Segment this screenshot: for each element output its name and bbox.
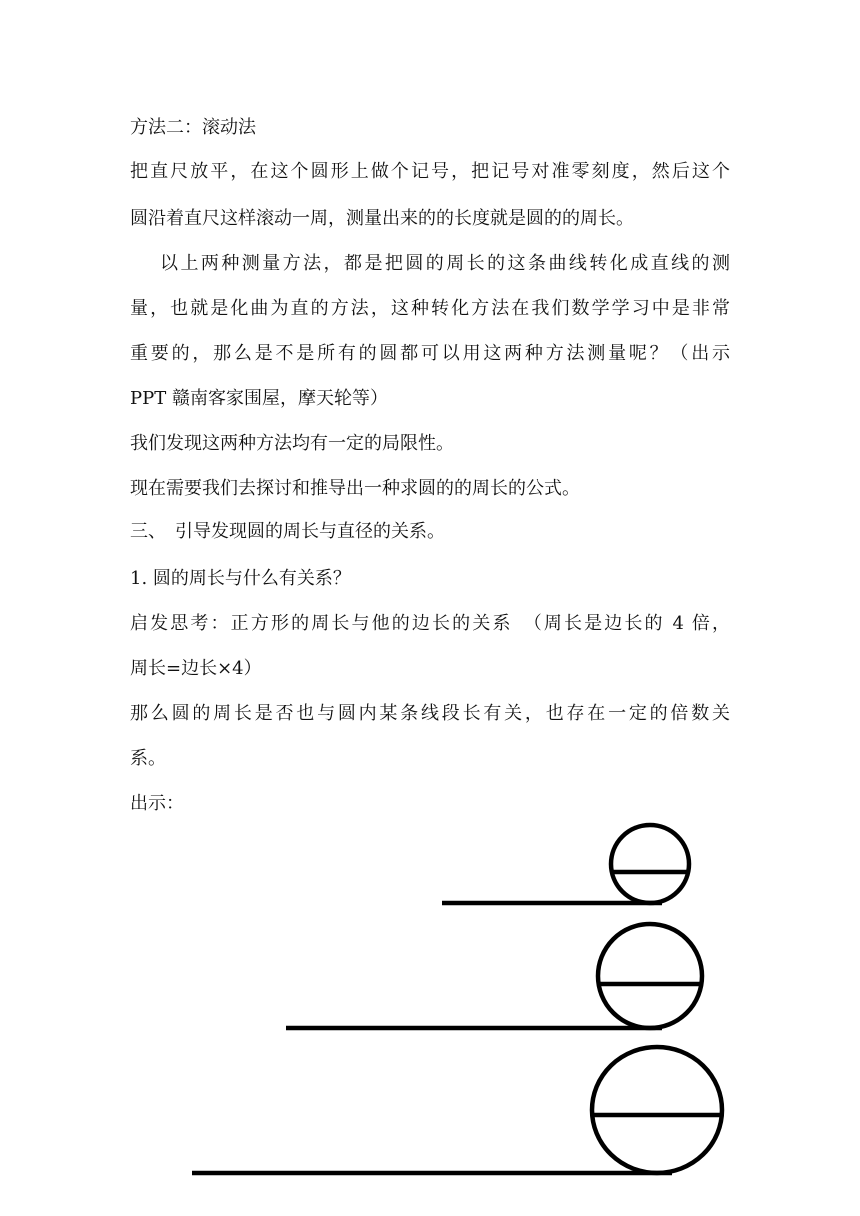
paragraph-line: 现在需要我们去探讨和推导出一种求圆的的周长的公式。 [130,478,580,499]
small-circle-group [442,825,689,903]
method-two-heading: 方法二：滚动法 [130,117,256,138]
medium-circle-group [286,924,702,1028]
small-circle [611,825,689,903]
section-three-heading: 三、 引导发现圆的周长与直径的关系。 [130,521,445,542]
paragraph-line: 周长=边长×4） [130,658,262,679]
large-circle [592,1047,722,1173]
paragraph-line: 把直尺放平，在这个圆形上做个记号，把记号对准零刻度，然后这个 [130,161,730,182]
paragraph-line: 量，也就是化曲为直的方法，这种转化方法在我们数学学习中是非常 [130,298,730,319]
paragraph-line: 系。 [130,748,166,769]
paragraph-line: 那么圆的周长是否也与圆内某条线段长有关，也存在一定的倍数关 [130,703,730,724]
paragraph-line: 启发思考：正方形的周长与他的边长的关系 （周长是边长的 4 倍， [130,613,730,634]
paragraph-line: 以上两种测量方法，都是把圆的周长的这条曲线转化成直线的测 [160,253,730,274]
paragraph-line: PPT 赣南客家围屋，摩天轮等） [130,388,388,409]
paragraph-line: 重要的，那么是不是所有的圆都可以用这两种方法测量呢？（出示 [130,343,730,364]
large-circle-group [192,1047,722,1173]
paragraph-line: 圆沿着直尺这样滚动一周，测量出来的的长度就是圆的的周长。 [130,208,634,229]
show-label: 出示： [130,793,184,814]
question-one: 1. 圆的周长与什么有关系？ [130,568,351,589]
medium-circle [598,924,702,1028]
paragraph-line: 我们发现这两种方法均有一定的局限性。 [130,433,454,454]
